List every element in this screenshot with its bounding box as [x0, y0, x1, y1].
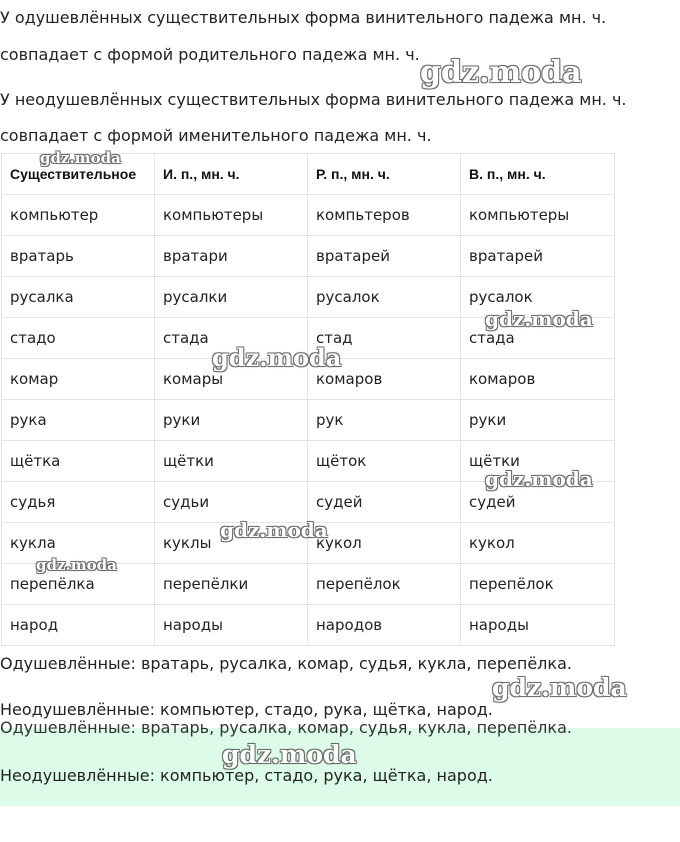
table-cell: компьтеров: [308, 195, 461, 236]
table-cell: русалка: [2, 277, 155, 318]
table-row: [2, 605, 615, 646]
table-cell: комаров: [308, 359, 461, 400]
answer-inanimate: Неодушевлённые: компьютер, стадо, рука, щётка, народ.: [0, 766, 493, 785]
intro-line-2: совпадает с формой родительного падежа мн. ч.: [0, 45, 420, 64]
table-cell: перепёлок: [461, 564, 615, 605]
table-cell: русалки: [155, 277, 308, 318]
table-cell: русалок: [308, 277, 461, 318]
table-cell: комары: [155, 359, 308, 400]
table-cell: щётки: [461, 441, 615, 482]
watermark-logo: gdz.moda: [220, 518, 328, 542]
table-cell: перепёлок: [308, 564, 461, 605]
table-cell: компьютер: [2, 195, 155, 236]
watermark-logo: gdz.moda: [420, 55, 582, 90]
column-header: В. п., мн. ч.: [461, 154, 615, 195]
table-cell: народов: [308, 605, 461, 646]
intro-line-1: У одушевлённых существительных форма винительного падежа мн. ч.: [0, 8, 607, 27]
table-cell: комаров: [461, 359, 615, 400]
intro-line-4: совпадает с формой именительного падежа мн. ч.: [0, 126, 432, 145]
table-cell: щётка: [2, 441, 155, 482]
table-cell: кукол: [461, 523, 615, 564]
table-row: [2, 236, 615, 277]
table-cell: компьютеры: [155, 195, 308, 236]
table-cell: стада: [461, 318, 615, 359]
table-cell: судьи: [155, 482, 308, 523]
table-cell: рука: [2, 400, 155, 441]
watermark-logo: gdz.moda: [485, 467, 593, 491]
watermark-logo: gdz.moda: [492, 673, 627, 702]
table-cell: вратарей: [308, 236, 461, 277]
table-cell: вратари: [155, 236, 308, 277]
table-cell: народ: [2, 605, 155, 646]
watermark-logo: gdz.moda: [36, 556, 117, 574]
column-header: И. п., мн. ч.: [155, 154, 308, 195]
table-cell: стада: [155, 318, 308, 359]
table-cell: комар: [2, 359, 155, 400]
table-cell: народы: [461, 605, 615, 646]
table-cell: судья: [2, 482, 155, 523]
table-cell: компьютеры: [461, 195, 615, 236]
table-cell: судей: [308, 482, 461, 523]
table-cell: перепёлка: [2, 564, 155, 605]
table-cell: кукол: [308, 523, 461, 564]
table-row: [2, 400, 615, 441]
answer-animate: Одушевлённые: вратарь, русалка, комар, судья, кукла, перепёлка.: [0, 718, 572, 737]
animate-summary: Одушевлённые: вратарь, русалка, комар, судья, кукла, перепёлка.: [0, 654, 572, 673]
watermark-logo: gdz.moda: [212, 343, 342, 372]
table-cell: вратарей: [461, 236, 615, 277]
table-cell: стадо: [2, 318, 155, 359]
table-cell: куклы: [155, 523, 308, 564]
watermark-logo: gdz.moda: [40, 149, 121, 167]
table-cell: стад: [308, 318, 461, 359]
watermark-logo: gdz.moda: [485, 307, 593, 331]
table-cell: щёток: [308, 441, 461, 482]
column-header: Р. п., мн. ч.: [308, 154, 461, 195]
table-cell: народы: [155, 605, 308, 646]
table-row: [2, 195, 615, 236]
table-cell: русалок: [461, 277, 615, 318]
table-cell: вратарь: [2, 236, 155, 277]
table-cell: кукла: [2, 523, 155, 564]
column-header: Существительное: [2, 154, 155, 195]
table-cell: перепёлки: [155, 564, 308, 605]
table-cell: руки: [461, 400, 615, 441]
table-cell: щётки: [155, 441, 308, 482]
inanimate-summary: Неодушевлённые: компьютер, стадо, рука, щётка, народ.: [0, 700, 493, 719]
watermark-logo: gdz.moda: [222, 740, 357, 769]
table-cell: судей: [461, 482, 615, 523]
table-cell: рук: [308, 400, 461, 441]
table-cell: руки: [155, 400, 308, 441]
intro-line-3: У неодушевлённых существительных форма винительного падежа мн. ч.: [0, 90, 627, 109]
